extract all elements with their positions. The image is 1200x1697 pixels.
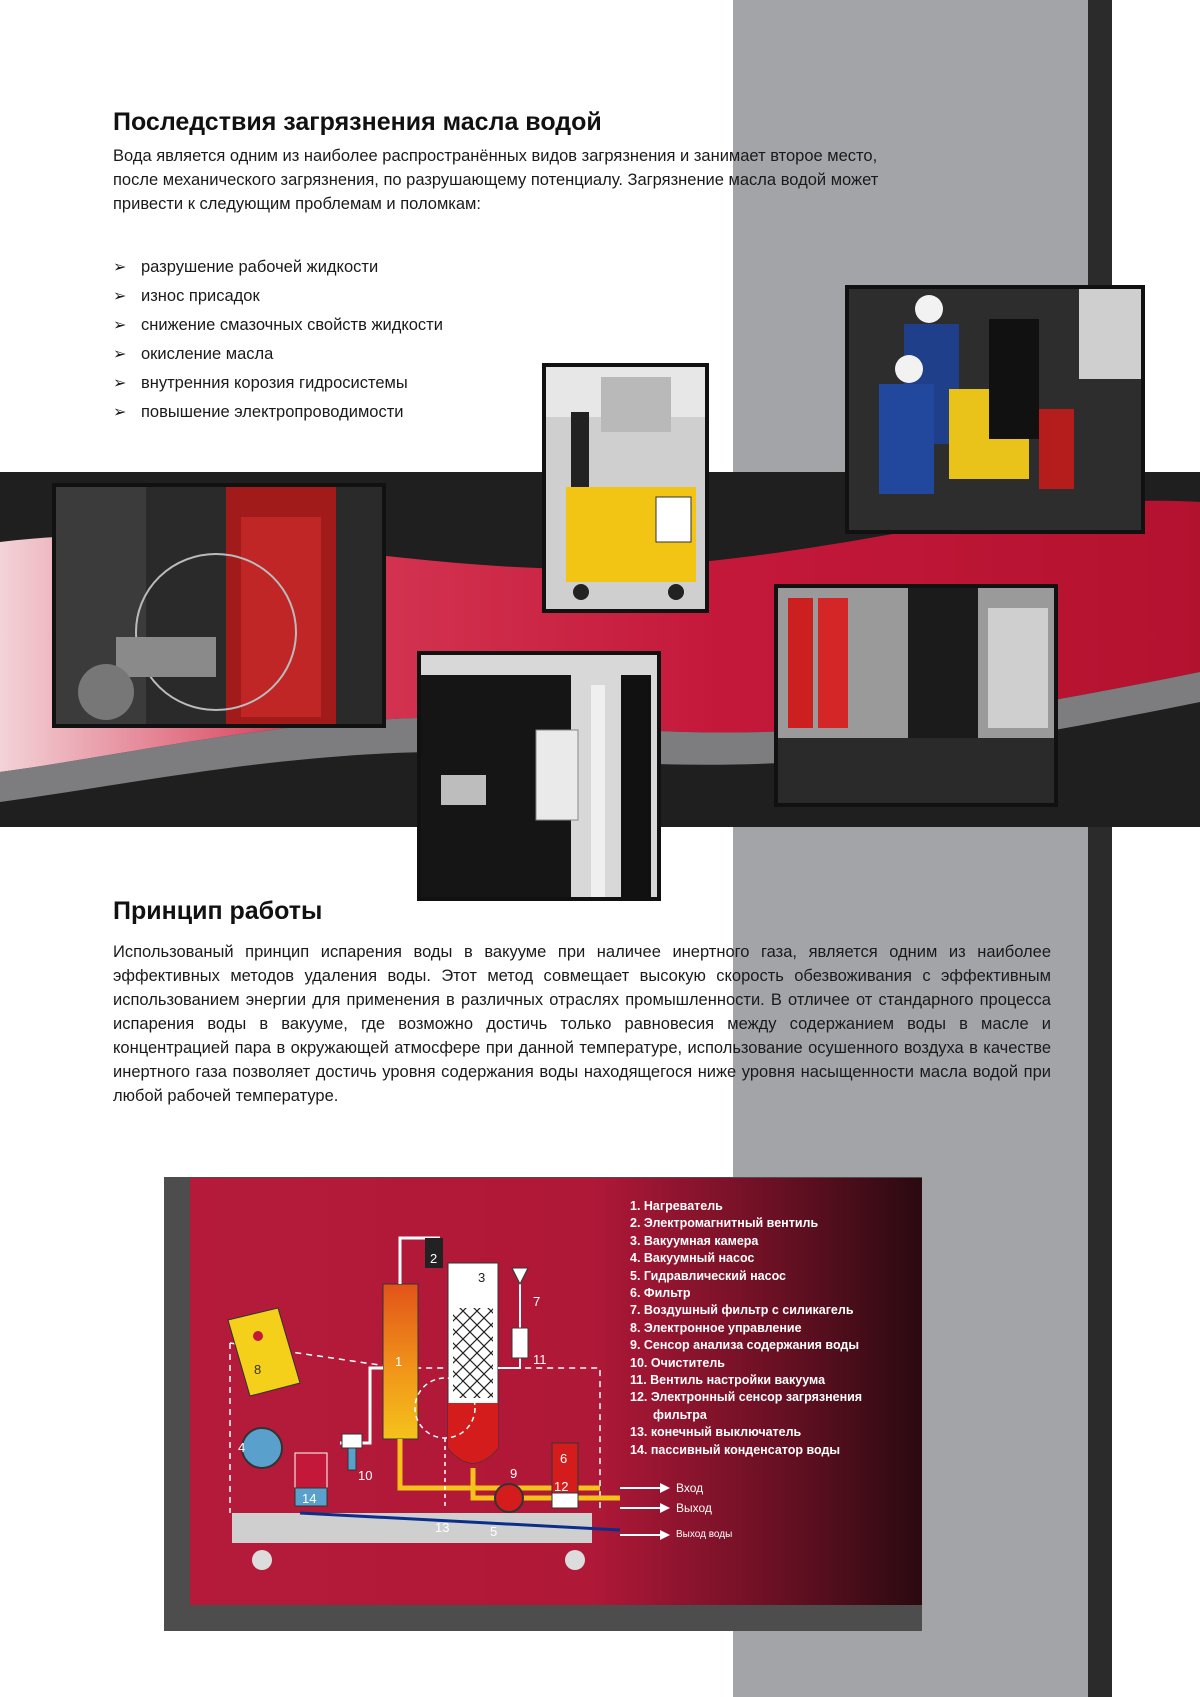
- diagram-legend: [630, 1198, 910, 1459]
- legend-item: 7. Воздушный фильтр с силикагель: [630, 1303, 854, 1318]
- photo-pump-closeup: [52, 483, 386, 728]
- legend-item: 14. пассивный конденсатор воды: [630, 1442, 841, 1457]
- vacuum-valve-icon: [512, 1328, 528, 1358]
- contamination-sensor-icon: [552, 1493, 578, 1508]
- intro-line-2: после механического загрязнения, по разрушающему потенциалу. Загрязнение масла водой может: [113, 171, 879, 189]
- label-8: 8: [254, 1362, 262, 1377]
- label-13: 13: [435, 1520, 450, 1535]
- label-5: 5: [490, 1524, 498, 1539]
- label-1: 1: [395, 1354, 403, 1369]
- section1-title: Последствия загрязнения масла водой: [113, 108, 602, 136]
- legend-item: 1. Нагреватель: [630, 1199, 723, 1213]
- label-11: 11: [533, 1352, 547, 1367]
- vacuum-pump-icon: [242, 1428, 282, 1468]
- list-item: ➢ внутренния корозия гидросистемы: [113, 369, 573, 398]
- legend-item-continuation: фильтра: [653, 1407, 707, 1422]
- legend-item: 5. Гидравлический насос: [630, 1268, 786, 1283]
- arrow-bullet-icon: ➢: [113, 259, 127, 276]
- legend-item: 8. Электронное управление: [630, 1320, 802, 1335]
- label-14: 14: [302, 1491, 317, 1506]
- label-2: 2: [430, 1251, 438, 1266]
- legend-item: 9. Сенсор анализа содержания воды: [630, 1338, 860, 1353]
- legend-item: 13. конечный выключатель: [630, 1425, 802, 1440]
- flow-water-label: Выход воды: [676, 1529, 733, 1540]
- label-7: 7: [533, 1294, 541, 1309]
- intro-line-1: Вода является одним из наиболее распространённых видов загрязнения и занимает второе место,: [113, 147, 878, 165]
- legend-item: 4. Вакуумный насос: [630, 1251, 755, 1266]
- section1-intro: [113, 144, 1053, 216]
- list-item: ➢ повышение электропроводимости: [113, 398, 573, 427]
- flow-out-label: Выход: [676, 1501, 712, 1515]
- arrow-bullet-icon: ➢: [113, 346, 127, 363]
- cleaner-icon: [342, 1434, 362, 1448]
- photo-workers: [845, 285, 1145, 534]
- legend-item: 10. Очиститель: [630, 1355, 725, 1370]
- list-item: ➢ износ присадок: [113, 282, 573, 311]
- photo-yellow-unit: [542, 363, 709, 613]
- label-12: 12: [554, 1479, 569, 1494]
- list-item: ➢ окисление масла: [113, 340, 573, 369]
- problem-list: [113, 253, 573, 427]
- list-item: ➢ снижение смазочных свойств жидкости: [113, 311, 573, 340]
- photo-red-filters: [774, 584, 1058, 807]
- arrow-bullet-icon: ➢: [113, 375, 127, 392]
- legend-item: 3. Вакуумная камера: [630, 1233, 759, 1248]
- air-filter-icon: [512, 1268, 528, 1284]
- arrow-bullet-icon: ➢: [113, 404, 127, 421]
- label-3: 3: [478, 1270, 486, 1285]
- list-item: ➢ разрушение рабочей жидкости: [113, 253, 573, 282]
- label-10: 10: [358, 1468, 373, 1483]
- hydraulic-pump-icon: [495, 1484, 523, 1512]
- dark-column: [1088, 0, 1112, 1697]
- photo-tank-sensor: [417, 651, 661, 901]
- arrow-bullet-icon: ➢: [113, 317, 127, 334]
- legend-item: 6. Фильтр: [630, 1286, 691, 1301]
- arrow-bullet-icon: ➢: [113, 288, 127, 305]
- legend-item: 11. Вентиль настройки вакуума: [630, 1373, 826, 1388]
- section2-body: Использованый принцип испарения воды в вакууме при наличее инертного газа, является одним из наиболее эффективных методов удаления воды. Этот метод совмещает высокую скорость обезвоживания с эффективным использованием энергии для применения в различных отраслях промышленности. В отличее от стандарного процесса испарения воды в вакууме, где возможно достичь только равновесия между содержанием воды в масле и концентрацией пара в окружающей атмосфере при данной температуре, использование осушенного воздуха в качестве инертного газа позволяет достичь уровня содержания воды находящегося ниже уровня насыщенности масла водой при любой рабочей температуре.: [113, 943, 1051, 1105]
- legend-item: 2. Электромагнитный вентиль: [630, 1216, 819, 1231]
- flow-in-label: Вход: [676, 1481, 704, 1495]
- label-6: 6: [560, 1451, 568, 1466]
- controller-box: [228, 1308, 300, 1396]
- water-condenser-icon: [295, 1453, 327, 1488]
- intro-line-3: привести к следующим проблемам и поломкам:: [113, 195, 481, 213]
- label-9: 9: [510, 1466, 518, 1481]
- section2-title: Принцип работы: [113, 897, 323, 925]
- legend-item: 12. Электронный сенсор загрязнения: [630, 1390, 863, 1405]
- label-4: 4: [238, 1440, 246, 1455]
